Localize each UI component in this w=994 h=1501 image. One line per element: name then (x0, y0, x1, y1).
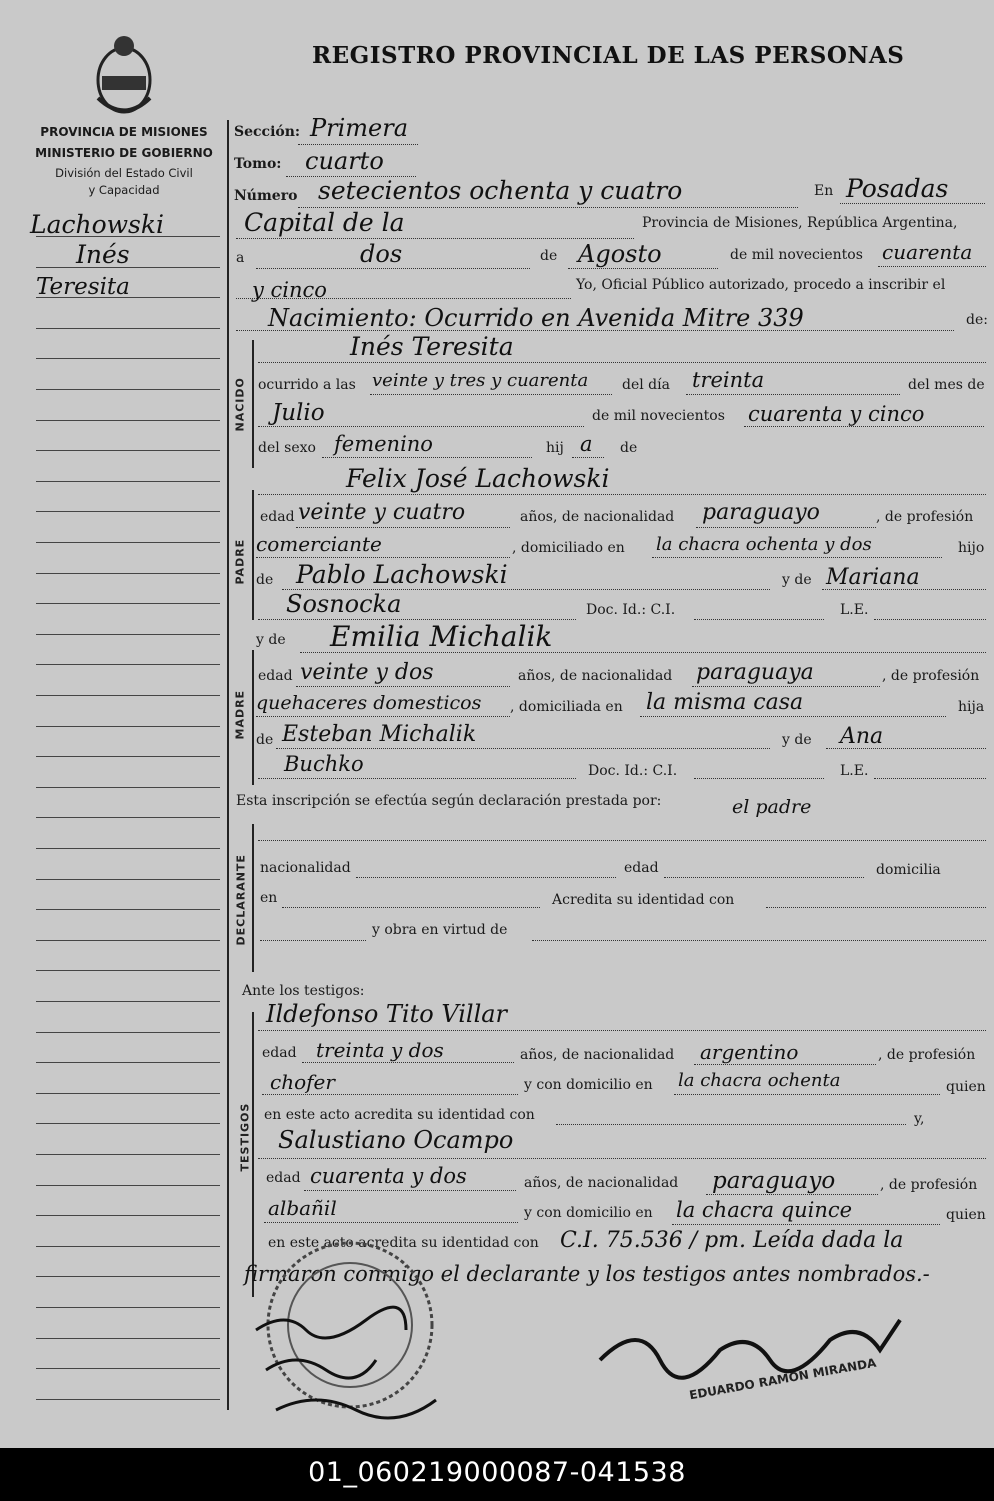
margin-line (36, 1185, 220, 1186)
margin-line (36, 1001, 220, 1002)
margin-line (36, 634, 220, 635)
margin-line (36, 511, 220, 512)
padre-nac-label: años, de nacionalidad (520, 509, 675, 525)
padre-prof-label: , de profesión (876, 509, 974, 525)
margin-line (36, 389, 220, 390)
tomo-label: Tomo: (234, 156, 282, 172)
witness-signatures-icon (246, 1300, 446, 1440)
madre-edad-value: veinte y dos (300, 660, 434, 685)
margin-line (36, 1307, 220, 1308)
a-label: a (236, 250, 245, 266)
declarante-acredita-label: Acredita su identidad con (552, 892, 735, 908)
margin-line (36, 1215, 220, 1216)
padre-nac-value: paraguayo (702, 500, 820, 525)
numero-value: setecientos ochenta y cuatro (318, 176, 683, 205)
t2-acredita-value: C.I. 75.536 / pm. Leída dada la (560, 1228, 904, 1253)
en-label: En (814, 183, 834, 199)
testigos-label: Ante los testigos: (242, 983, 365, 999)
t2-edad-label: edad (266, 1170, 301, 1186)
madre-prof-label: , de profesión (882, 668, 980, 684)
document-title: REGISTRO PROVINCIAL DE LAS PERSONAS (312, 42, 905, 69)
margin-second-name: Teresita (36, 274, 130, 300)
padre-edad-label: edad (260, 509, 295, 525)
hij-label: hij (546, 440, 564, 456)
madre-nac-label: años, de nacionalidad (518, 668, 673, 684)
stamp-text: EDUARDO RAMON MIRANDA (688, 1355, 878, 1403)
padre-dom-value: la chacra ochenta y dos (656, 534, 872, 555)
dia-value: treinta (692, 368, 765, 392)
t1-acredita-label: en este acto acredita su identidad con (264, 1107, 535, 1123)
provincia-label: Provincia de Misiones, República Argentina, (642, 215, 958, 231)
madre-name: Emilia Michalik (330, 620, 553, 653)
margin-line (36, 970, 220, 971)
year-value-2: y cinco (252, 278, 327, 302)
padre-yde-label: y de (782, 572, 812, 588)
nacido-de-label: de (620, 440, 638, 456)
margin-line (36, 695, 220, 696)
madre-doc-label: Doc. Id.: C.I. (588, 763, 678, 779)
en-value: Posadas (846, 174, 949, 203)
padre-side-label: PADRE (233, 538, 247, 585)
place-value: Capital de la (244, 208, 405, 237)
nacido-mil-label: de mil novecientos (592, 408, 725, 424)
de-end-label: de: (966, 312, 988, 328)
t2-prof-value: albañil (268, 1196, 337, 1220)
abuela-paterna-2: Sosnocka (286, 590, 402, 618)
margin-line (36, 542, 220, 543)
t2-prof-label: , de profesión (880, 1177, 978, 1193)
testigo2-name: Salustiano Ocampo (278, 1126, 514, 1154)
margin-line (36, 603, 220, 604)
nacido-side-label: NACIDO (233, 377, 247, 432)
abuelo-materno: Esteban Michalik (282, 722, 477, 747)
hora-value: veinte y tres y cuarenta (372, 370, 589, 391)
madre-dom-value: la misma casa (646, 690, 804, 715)
nacido-name: Inés Teresita (350, 332, 514, 361)
margin-line (36, 1062, 220, 1063)
coat-of-arms-icon (88, 28, 160, 118)
padre-doc-label: Doc. Id.: C.I. (586, 602, 676, 618)
padre-dom-label: , domiciliado en (512, 540, 625, 556)
margin-line (36, 940, 220, 941)
t2-dom-label: y con domicilio en (524, 1205, 653, 1221)
margin-line (36, 664, 220, 665)
ocurrido-label: ocurrido a las (258, 377, 356, 393)
del-dia-label: del día (622, 377, 670, 393)
hij-value: a (580, 432, 593, 456)
t2-nac-value: paraguayo (712, 1168, 836, 1194)
org-line-2: MINISTERIO DE GOBIERNO (35, 146, 213, 160)
margin-line (36, 358, 220, 359)
t1-quien-label: quien (946, 1079, 986, 1095)
margin-first-name: Inés (76, 240, 130, 269)
margin-line (36, 817, 220, 818)
sexo-value: femenino (334, 432, 433, 456)
acto-value: Nacimiento: Ocurrido en Avenida Mitre 339 (268, 304, 804, 332)
margin-line (36, 909, 220, 910)
margin-line (36, 1093, 220, 1094)
margin-line (36, 848, 220, 849)
org-line-4: y Capacidad (88, 183, 160, 197)
mil-label: de mil novecientos (730, 247, 863, 263)
org-line-1: PROVINCIA DE MISIONES (40, 125, 208, 139)
month-value: Agosto (578, 240, 662, 268)
declaracion-label: Esta inscripción se efectúa según declaración prestada por: (236, 793, 662, 809)
margin-line (36, 450, 220, 451)
padre-le-label: L.E. (840, 602, 869, 618)
padre-hijo-label: hijo (958, 540, 985, 556)
margin-line (36, 879, 220, 880)
margin-line (36, 573, 220, 574)
margin-line (36, 481, 220, 482)
margin-line (36, 1368, 220, 1369)
margin-line (36, 756, 220, 757)
margin-line (36, 1032, 220, 1033)
margin-line (36, 726, 220, 727)
t1-edad-value: treinta y dos (316, 1038, 444, 1062)
margin-line (36, 1338, 220, 1339)
t1-y-label: y, (914, 1111, 925, 1127)
padre-edad-value: veinte y cuatro (298, 500, 466, 525)
testigos-side-label: TESTIGOS (238, 1102, 252, 1172)
tomo-value: cuarto (305, 147, 384, 175)
declarante-dom-label: domicilia (876, 862, 941, 878)
madre-edad-label: edad (258, 668, 293, 684)
margin-line (36, 1276, 220, 1277)
madre-nac-value: paraguaya (696, 660, 814, 685)
madre-dom-label: , domiciliada en (510, 699, 623, 715)
t1-prof-value: chofer (270, 1070, 335, 1094)
margin-line (36, 420, 220, 421)
t1-dom-value: la chacra ochenta (678, 1070, 841, 1091)
testigo1-name: Ildefonso Tito Villar (266, 1000, 508, 1028)
margin-line (36, 1154, 220, 1155)
margin-surname: Lachowski (30, 210, 165, 239)
t2-quien-label: quien (946, 1207, 986, 1223)
mes-value: Julio (272, 400, 325, 426)
de-label: de (540, 248, 558, 264)
declarante-edad-label: edad (624, 860, 659, 876)
declaracion-value: el padre (732, 796, 812, 818)
padre-name: Felix José Lachowski (346, 464, 610, 493)
madre-de-label: de (256, 732, 274, 748)
column-divider (227, 120, 229, 1410)
t1-nac-value: argentino (700, 1040, 799, 1064)
madre-hija-label: hija (958, 699, 985, 715)
margin-line (36, 787, 220, 788)
numero-label: Número (234, 188, 298, 204)
declarante-side-label: DECLARANTE (234, 854, 248, 946)
t2-acredita-label: en este acto acredita su identidad con (268, 1235, 539, 1251)
madre-yde2-label: y de (782, 732, 812, 748)
margin-line (36, 328, 220, 329)
padre-prof-value: comerciante (256, 532, 382, 556)
year-value-1: cuarenta (882, 240, 973, 264)
sexo-label: del sexo (258, 440, 316, 456)
declarante-en-label: en (260, 890, 278, 906)
abuela-materna-1: Ana (840, 724, 884, 749)
t1-nac-label: años, de nacionalidad (520, 1047, 675, 1063)
declarante-nac-label: nacionalidad (260, 860, 351, 876)
official-signature-icon (580, 1300, 910, 1410)
yo-label: Yo, Oficial Público autorizado, procedo a inscribir el (576, 277, 946, 293)
t1-prof-label: , de profesión (878, 1047, 976, 1063)
anio-value: cuarenta y cinco (748, 402, 925, 426)
madre-yde-label: y de (256, 632, 286, 648)
declarante-obra-label: y obra en virtud de (372, 922, 508, 938)
madre-prof-value: quehaceres domesticos (256, 692, 482, 714)
seccion-label: Sección: (234, 124, 301, 140)
madre-side-label: MADRE (233, 689, 247, 740)
abuela-paterna-1: Mariana (826, 565, 920, 590)
t2-dom-value: la chacra quince (676, 1198, 853, 1222)
abuelo-paterno: Pablo Lachowski (296, 560, 508, 589)
margin-line (36, 1399, 220, 1400)
t2-edad-value: cuarenta y dos (310, 1164, 467, 1188)
closing-text: firmaron conmigo el declarante y los testigos antes nombrados.- (244, 1262, 930, 1286)
org-line-3: División del Estado Civil (55, 166, 193, 180)
t2-nac-label: años, de nacionalidad (524, 1175, 679, 1191)
archive-code-footer: 01_060219000087-041538 (0, 1448, 994, 1501)
margin-line (36, 1246, 220, 1247)
padre-de-label: de (256, 572, 274, 588)
margin-line (36, 1123, 220, 1124)
t1-dom-label: y con domicilio en (524, 1077, 653, 1093)
day-value: dos (360, 240, 403, 268)
mes-label: del mes de (908, 377, 985, 393)
abuela-materna-2: Buchko (284, 752, 364, 776)
madre-le-label: L.E. (840, 763, 869, 779)
t1-edad-label: edad (262, 1045, 297, 1061)
seccion-value: Primera (310, 114, 409, 142)
